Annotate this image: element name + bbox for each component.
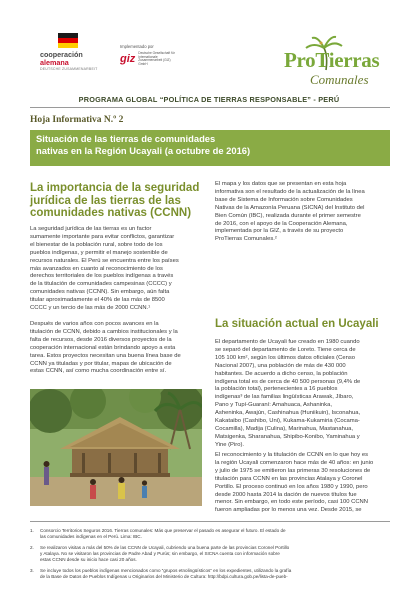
program-line: PROGRAMA GLOBAL “POLÍTICA DE TIERRAS RESPONSABLE” - PERÚ xyxy=(78,95,340,104)
text-line: Matsigenka, Sharanahua, Shipibo-Konibo, Yaminahua y xyxy=(215,433,360,440)
giz-subtitle: Deutsche Gesellschaft für Internationale Zusammenarbeit (GIZ) GmbH xyxy=(138,51,175,66)
banner-line1: Situación de las tierras de comunidades xyxy=(36,133,216,144)
village-photo xyxy=(30,389,202,506)
text-line: pueblos indígenas, y permitir el manejo sostenible de xyxy=(30,249,168,256)
coop-line3: DEUTSCHE ZUSAMMENARBEIT xyxy=(40,67,98,71)
coop-line2: alemana xyxy=(40,58,69,67)
left-section-heading xyxy=(30,182,202,220)
text-line: el bienestar de la población rural, sobre todo de los xyxy=(30,241,163,248)
giz-wordmark: giz xyxy=(120,53,136,65)
footnote-number: 3. xyxy=(30,568,34,573)
text-line: El mapa y los datos que se presentan en esta hoja xyxy=(215,181,347,187)
text-line: indígena total es de cerca de 40 500 personas (9,4% de xyxy=(215,378,361,385)
text-line: estas CCNN, así como mucha coordinación entre sí. xyxy=(30,368,167,375)
text-line: ProTierras Comunales.² xyxy=(215,236,277,243)
text-line: Kakataibo (Cashibo, Uni), Kukama-Kukamiria (Cocama- xyxy=(215,418,360,425)
text-line: Yine (Piro). xyxy=(215,441,245,448)
right-paragraph-2 xyxy=(215,339,360,450)
text-line: Cocamilla), Madija (Culina), Marinahua, Mastanahua, xyxy=(215,425,354,432)
protierras-word: ProTierras xyxy=(284,48,380,72)
text-line: de la titulación de comunidades campesinas (CCCC) y xyxy=(30,281,172,288)
footnote-number: 2. xyxy=(30,545,34,550)
text-line: Nativas de la Amazonía Peruana (SICNA) del Instituto del xyxy=(215,204,365,211)
text-line: base de Sistema de Información sobre Comunidades xyxy=(215,196,353,203)
right-paragraph-1 xyxy=(215,181,365,244)
text-line: la región Ucayali comenzaron hace más de 40 años: en junio xyxy=(215,459,374,466)
comunales-word: Comunales xyxy=(310,72,369,87)
protierras-logo xyxy=(284,34,399,90)
text-line: se separó del departamento de Loreto. Tiene cerca de xyxy=(215,346,356,353)
text-line: indígenas³ de las familias lingüísticas Arawak, Jíbaro, xyxy=(215,394,354,401)
text-line: Bien Común (IBC), realizada durante el primer semestre xyxy=(215,212,361,219)
text-line: Pano y Tupí-Guaraní: Amahuaca, Ashaninka, xyxy=(215,402,332,409)
footnote-line: Consorcio Territorios Seguros 2016. Tierras comunales: Más que preservar el pasado es asegurar el futuro. El estado de xyxy=(40,528,286,533)
left-paragraph-1 xyxy=(30,226,179,313)
text-line: Asheninka, Awajún, Cashinahua (Huniikuin), Isconahua, xyxy=(215,410,361,417)
footnote-line: estas CCNN desde su inicio hace casi 20 años. xyxy=(40,557,137,562)
right-paragraph-3 xyxy=(215,452,373,515)
text-line: sumamente importante para evitar conflictos, garantizar xyxy=(30,233,175,240)
text-line: Portillo. El proceso continuó en los años 1980 y 1990, pero xyxy=(215,483,368,490)
text-line: titulación para CCNN en las provincias Atalaya y Coronel xyxy=(215,475,363,482)
text-line: recursos naturales. El Perú se encuentra entre los países xyxy=(30,257,179,264)
text-line: implementada por la GIZ, a través de su proyecto xyxy=(215,228,344,235)
hoja-number: Hoja Informativa N.º 2 xyxy=(30,115,124,125)
footnote-divider xyxy=(30,521,390,522)
footnote-line: Se incluye todos los pueblos indígenas mencionados como “grupos etnolingüísticos” en los expedientes, utilizando la grafía xyxy=(40,568,292,573)
footnote-3 xyxy=(30,568,390,582)
title-banner xyxy=(30,130,390,166)
banner-line2: nativas en la Región Ucayali (a octubre de 2016) xyxy=(36,145,251,156)
text-line: falta de recursos, desde 2016 diversos proyectos de la xyxy=(30,336,172,343)
coop-line1: cooperación xyxy=(40,50,83,59)
text-line: El reconocimiento y la titulación de CCNN en lo que hoy es xyxy=(215,452,368,458)
heading-line: jurídica de las tierras de las xyxy=(30,194,181,207)
right-section-heading: La situación actual en Ucayali xyxy=(215,318,379,330)
text-line: Después de varios años con pocos avances en la xyxy=(30,321,159,327)
text-line: titulación de CCNN, debido a cambios institucionales y la xyxy=(30,328,178,335)
footnote-1 xyxy=(30,528,390,542)
text-line: comunidades nativas (CCNN). Sin embargo, aún falta xyxy=(30,289,170,296)
footnote-line: de la Base de Datos de Pueblos Indígenas u Originarios del Ministerio de Cultura: http://bdpi.cultura.gob.pe/lista-de-pueb- xyxy=(40,574,288,579)
german-flag-icon xyxy=(58,33,78,48)
text-line: tarea. Estos proyectos necesitan una buena línea base de xyxy=(30,352,181,359)
text-line: cooperación internacional están brindando apoyo a esta xyxy=(30,344,176,351)
text-line: La seguridad jurídica de las tierras es un factor xyxy=(30,226,152,232)
text-line: la población total), pertenecientes a 16 pueblos xyxy=(215,386,338,393)
text-line: informativa son el resultado de la actualización de la línea xyxy=(215,188,365,195)
text-line: habitantes. De acuerdo a dicho censo, la población xyxy=(215,370,348,377)
giz-implemented-label: Implementado por xyxy=(120,44,154,49)
header-divider xyxy=(30,107,390,108)
text-line: El departamento de Ucayali fue creado en 1980 cuando xyxy=(215,339,360,345)
heading-line: comunidades nativas (CCNN) xyxy=(30,207,192,219)
text-line: derechos territoriales de los pueblos indígenas a través xyxy=(30,273,174,280)
footnote-line: y Atalaya. No se visitaron las provincias de Padre Abad y Purús; sin embargo, el SICNA cuenta con información sobre xyxy=(40,551,280,556)
left-paragraph-2 xyxy=(30,321,181,376)
text-line: fueron ampliadas por lo menos una vez. Desde 2015, se xyxy=(215,507,362,514)
text-line: titular aproximadamente el 40% de las más de 8500 xyxy=(30,297,165,304)
footnote-number: 1. xyxy=(30,528,34,533)
footnote-line: las comunidades indígenas en el Perú. Lima: IBC. xyxy=(40,534,142,539)
footnote-line: Se realizaron visitas a más del 50% de las CCNN de Ucayali, cubriendo una buena parte de las provincias Coronel Portillo xyxy=(40,545,290,550)
text-line: 105 100 km², según los últimos datos oficiales (Censo xyxy=(215,354,355,361)
giz-logo xyxy=(120,44,205,67)
text-line: de 2016, con el apoyo de la Cooperación Alemana, xyxy=(215,220,348,227)
text-line: Nacional 2007), una población de más de 430 000 xyxy=(215,362,346,369)
text-line: CCNN ya tituladas y por titular, mapas de ubicación de xyxy=(30,360,172,367)
footnote-2 xyxy=(30,545,390,565)
text-line: y julio de 1975 se emitieron las primeras 30 resoluciones de xyxy=(215,467,371,474)
heading-line: La importancia de la seguridad xyxy=(30,182,200,194)
text-line: más avanzados en cuanto al reconocimiento de los xyxy=(30,265,163,272)
text-line: desde 2000 hasta 2014 la dación de nuevos títulos fue xyxy=(215,491,357,498)
text-line: CCCC y un tercio de las más de 2000 CCNN.¹ xyxy=(30,305,151,312)
text-line: menor. Sin embargo, en todo este período, casi 100 CCNN xyxy=(215,499,368,506)
